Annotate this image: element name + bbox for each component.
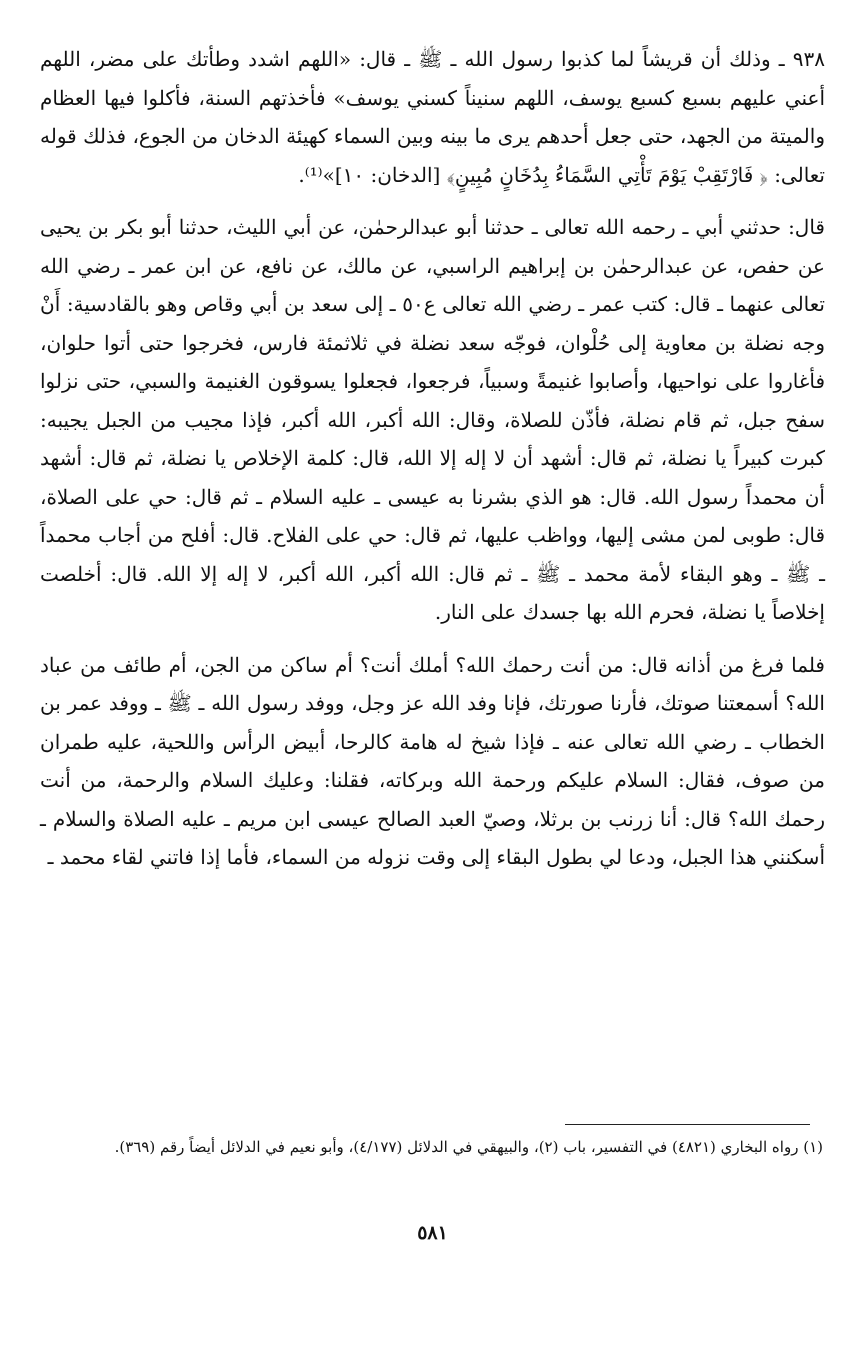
footnote-divider [565, 1124, 810, 1125]
paragraph-hadith-938: ٩٣٨ ـ وذلك أن قريشاً لما كذبوا رسول الله ـ ﷺ ـ قال: «اللهم اشدد وطأتك على مضر، اللهم أعني عليهم بسبع كسبع يوسف، اللهم سنيناً كسني يوسف» فأخذتهم السنة، فأكلوا فيها العظام والميتة من الجهد، حتى جعل أحدهم يرى ما بينه وبين السماء كهيئة الدخان من الجوع، فذلك قوله تعالى: ﴿ فَارْتَقِبْ يَوْمَ تَأْتِي السَّمَاءُ بِدُخَانٍ مُبِينٍ﴾ [الدخان: ١٠]»⁽¹⁾. [40, 47, 825, 187]
paragraph-zarnab-dialogue: فلما فرغ من أذانه قال: من أنت رحمك الله؟ أملك أنت؟ أم ساكن من الجن، أم طائف من عباد الله؟ أسمعتنا صوتك، فأرنا صورتك، فإنا وفد الله عز وجل، ووفد رسول الله ـ ﷺ ـ ووفد عمر بن الخطاب ـ رضي الله تعالى عنه ـ فإذا شيخ له هامة كالرحا، أبيض الرأس واللحية، عليه طمران من صوف، فقال: السلام عليكم ورحمة الله وبركاته، فقلنا: وعليك السلام والرحمة، من أنت رحمك الله؟ قال: أنا زرنب بن برثلا، وصيّ العبد الصالح عيسى ابن مريم ـ عليه الصلاة والسلام ـ أسكنني هذا الجبل، ودعا لي بطول البقاء إلى وقت نزوله من السماء، فأما إذا فاتني لقاء محمد ـ [40, 652, 825, 869]
footnote: (١) رواه البخاري (٤٨٢١) في التفسير، باب (٢)، والبيهقي في الدلائل (٤/١٧٧)، وأبو نعيم في الدلائل أيضاً رقم (٣٦٩). [114, 1138, 823, 1156]
paragraph-nadla-narration: قال: حدثني أبي ـ رحمه الله تعالى ـ حدثنا أبو عبدالرحمٰن، عن أبي الليث، حدثنا أبو بكر بن يحيى عن حفص، عن عبدالرحمٰن بن إبراهيم الراسبي، عن مالك، عن نافع، عن ابن عمر ـ رضي الله تعالى عنهما ـ قال: كتب عمر ـ رضي الله تعالى ع٥٠ ـ إلى سعد بن أبي وقاص وهو بالقادسية: أَنْ وجه نضلة بن معاوية إلى حُلْوان، فوجّه سعد نضلة في ثلاثمئة فارس، فخرجوا حتى أتوا حلوان، فأغاروا على نواحيها، وأصابوا غنيمةً وسبياً، فرجعوا، فجعلوا يسوقون الغنيمة والسبي، حتى نزلوا سفح جبل، ثم قام نضلة، فأذّن للصلاة، وقال: الله أكبر، الله أكبر، فإذا مجيب من الجبل يجيبه: كبرت كبيراً يا نضلة، ثم قال: أشهد أن لا إله إلا الله، قال: كلمة الإخلاص يا نضلة، ثم قال: أشهد أن محمداً رسول الله. قال: هو الذي بشرنا به عيسى ـ عليه السلام ـ ثم قال: حي على الصلاة، قال: طوبى لمن مشى إليها، وواظب عليها، ثم قال: حي على الفلاح. قال: أفلح من أجاب محمداً ـ ﷺ ـ وهو البقاء لأمة محمد ـ ﷺ ـ ثم قال: الله أكبر، الله أكبر، لا إله إلا الله. قال: أخلصت إخلاصاً يا نضلة، فحرم الله بها جسدك على النار. [40, 215, 825, 624]
page-number: ٥٨١ [417, 1222, 448, 1244]
main-text [40, 40, 825, 877]
